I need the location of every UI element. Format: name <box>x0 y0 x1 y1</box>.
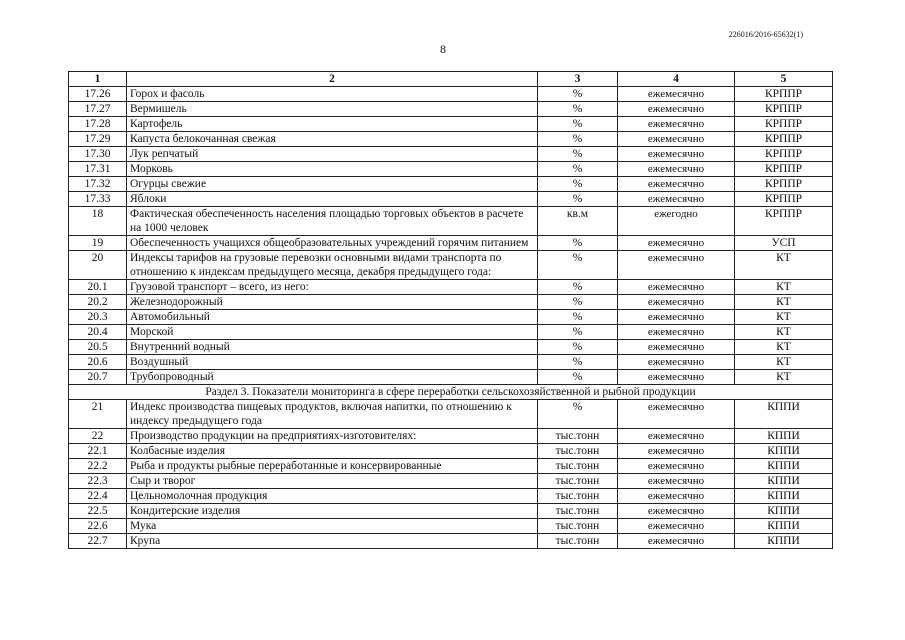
table-row <box>69 474 833 489</box>
responsible-unit: УСП <box>735 236 833 251</box>
row-number: 20.5 <box>69 340 127 355</box>
unit-of-measure: % <box>538 325 618 340</box>
unit-of-measure: % <box>538 192 618 207</box>
indicator-name: Производство продукции на предприятиях-изготовителях: <box>127 429 538 444</box>
row-number: 22.2 <box>69 459 127 474</box>
responsible-unit: КППИ <box>735 504 833 519</box>
indicator-name: Крупа <box>127 534 538 549</box>
responsible-unit: КТ <box>735 310 833 325</box>
row-number: 22.1 <box>69 444 127 459</box>
row-number: 21 <box>69 400 127 429</box>
column-header: 1 <box>69 72 127 87</box>
document-id: 226016/2016-65632(1) <box>728 30 803 39</box>
unit-of-measure: % <box>538 132 618 147</box>
column-header: 2 <box>127 72 538 87</box>
frequency: ежемесячно <box>618 310 735 325</box>
unit-of-measure: % <box>538 295 618 310</box>
row-number: 17.26 <box>69 87 127 102</box>
frequency: ежегодно <box>618 207 735 236</box>
responsible-unit: КРППР <box>735 147 833 162</box>
unit-of-measure: тыс.тонн <box>538 504 618 519</box>
unit-of-measure: % <box>538 147 618 162</box>
indicator-name: Мука <box>127 519 538 534</box>
responsible-unit: КРППР <box>735 192 833 207</box>
indicator-name: Цельномолочная продукция <box>127 489 538 504</box>
indicator-name: Железнодорожный <box>127 295 538 310</box>
indicator-name: Воздушный <box>127 355 538 370</box>
row-number: 20.3 <box>69 310 127 325</box>
table-row <box>69 504 833 519</box>
table-row <box>69 87 833 102</box>
responsible-unit: КППИ <box>735 474 833 489</box>
table-row <box>69 147 833 162</box>
unit-of-measure: % <box>538 102 618 117</box>
frequency: ежемесячно <box>618 534 735 549</box>
responsible-unit: КППИ <box>735 534 833 549</box>
unit-of-measure: % <box>538 251 618 280</box>
indicator-name: Картофель <box>127 117 538 132</box>
frequency: ежемесячно <box>618 192 735 207</box>
responsible-unit: КППИ <box>735 519 833 534</box>
indicators-table <box>68 71 833 549</box>
responsible-unit: КРППР <box>735 132 833 147</box>
unit-of-measure: кв.м <box>538 207 618 236</box>
frequency: ежемесячно <box>618 280 735 295</box>
column-header: 5 <box>735 72 833 87</box>
row-number: 17.28 <box>69 117 127 132</box>
table-row <box>69 340 833 355</box>
frequency: ежемесячно <box>618 474 735 489</box>
table-body <box>69 87 833 549</box>
frequency: ежемесячно <box>618 429 735 444</box>
frequency: ежемесячно <box>618 370 735 385</box>
unit-of-measure: % <box>538 355 618 370</box>
section-title: Раздел 3. Показатели мониторинга в сфере переработки сельскохозяйственной и рыбной продукции <box>69 385 833 400</box>
frequency: ежемесячно <box>618 162 735 177</box>
row-number: 20.6 <box>69 355 127 370</box>
indicator-name: Вермишель <box>127 102 538 117</box>
row-number: 22.4 <box>69 489 127 504</box>
frequency: ежемесячно <box>618 355 735 370</box>
responsible-unit: КРППР <box>735 117 833 132</box>
row-number: 18 <box>69 207 127 236</box>
unit-of-measure: % <box>538 117 618 132</box>
frequency: ежемесячно <box>618 177 735 192</box>
unit-of-measure: % <box>538 236 618 251</box>
indicator-name: Яблоки <box>127 192 538 207</box>
unit-of-measure: % <box>538 162 618 177</box>
frequency: ежемесячно <box>618 444 735 459</box>
indicator-name: Горох и фасоль <box>127 87 538 102</box>
unit-of-measure: % <box>538 87 618 102</box>
row-number: 17.29 <box>69 132 127 147</box>
frequency: ежемесячно <box>618 251 735 280</box>
frequency: ежемесячно <box>618 459 735 474</box>
indicator-name: Грузовой транспорт – всего, из него: <box>127 280 538 295</box>
row-number: 19 <box>69 236 127 251</box>
table-row <box>69 534 833 549</box>
row-number: 17.27 <box>69 102 127 117</box>
responsible-unit: КППИ <box>735 459 833 474</box>
indicator-name: Трубопроводный <box>127 370 538 385</box>
responsible-unit: КРППР <box>735 87 833 102</box>
indicator-name: Сыр и творог <box>127 474 538 489</box>
unit-of-measure: % <box>538 177 618 192</box>
frequency: ежемесячно <box>618 87 735 102</box>
indicator-name: Морковь <box>127 162 538 177</box>
unit-of-measure: тыс.тонн <box>538 474 618 489</box>
unit-of-measure: тыс.тонн <box>538 429 618 444</box>
responsible-unit: КТ <box>735 295 833 310</box>
indicator-name: Капуста белокочанная свежая <box>127 132 538 147</box>
frequency: ежемесячно <box>618 504 735 519</box>
row-number: 20.2 <box>69 295 127 310</box>
responsible-unit: КРППР <box>735 102 833 117</box>
unit-of-measure: % <box>538 370 618 385</box>
table-row <box>69 132 833 147</box>
indicator-name: Индексы тарифов на грузовые перевозки основными видами транспорта по отношению к индексам предыдущего месяца, декабря предыдущего года: <box>127 251 538 280</box>
responsible-unit: КППИ <box>735 489 833 504</box>
responsible-unit: КРППР <box>735 207 833 236</box>
row-number: 17.31 <box>69 162 127 177</box>
unit-of-measure: тыс.тонн <box>538 459 618 474</box>
responsible-unit: КТ <box>735 370 833 385</box>
frequency: ежемесячно <box>618 132 735 147</box>
unit-of-measure: тыс.тонн <box>538 519 618 534</box>
unit-of-measure: % <box>538 340 618 355</box>
responsible-unit: КРППР <box>735 162 833 177</box>
section-row <box>69 385 833 400</box>
table-row <box>69 251 833 280</box>
row-number: 22.5 <box>69 504 127 519</box>
row-number: 17.33 <box>69 192 127 207</box>
table-row <box>69 236 833 251</box>
responsible-unit: КТ <box>735 280 833 295</box>
row-number: 20 <box>69 251 127 280</box>
frequency: ежемесячно <box>618 519 735 534</box>
table-row <box>69 295 833 310</box>
unit-of-measure: % <box>538 310 618 325</box>
responsible-unit: КРППР <box>735 177 833 192</box>
indicator-name: Лук репчатый <box>127 147 538 162</box>
indicator-name: Колбасные изделия <box>127 444 538 459</box>
table-row <box>69 177 833 192</box>
table-row <box>69 280 833 295</box>
row-number: 20.4 <box>69 325 127 340</box>
frequency: ежемесячно <box>618 400 735 429</box>
responsible-unit: КППИ <box>735 444 833 459</box>
indicator-name: Огурцы свежие <box>127 177 538 192</box>
indicator-name: Рыба и продукты рыбные переработанные и консервированные <box>127 459 538 474</box>
indicator-name: Обеспеченность учащихся общеобразовательных учреждений горячим питанием <box>127 236 538 251</box>
table-row <box>69 207 833 236</box>
table-header-row <box>69 72 833 87</box>
table-row <box>69 355 833 370</box>
table-row <box>69 444 833 459</box>
row-number: 22.3 <box>69 474 127 489</box>
indicator-name: Внутренний водный <box>127 340 538 355</box>
responsible-unit: КППИ <box>735 429 833 444</box>
table-row <box>69 429 833 444</box>
indicator-name: Фактическая обеспеченность населения площадью торговых объектов в расчете на 1000 человек <box>127 207 538 236</box>
responsible-unit: КТ <box>735 251 833 280</box>
table-row <box>69 489 833 504</box>
table-row <box>69 162 833 177</box>
frequency: ежемесячно <box>618 117 735 132</box>
responsible-unit: КТ <box>735 325 833 340</box>
responsible-unit: КТ <box>735 355 833 370</box>
frequency: ежемесячно <box>618 236 735 251</box>
table-row <box>69 459 833 474</box>
unit-of-measure: % <box>538 280 618 295</box>
row-number: 17.30 <box>69 147 127 162</box>
frequency: ежемесячно <box>618 147 735 162</box>
table-row <box>69 117 833 132</box>
frequency: ежемесячно <box>618 340 735 355</box>
responsible-unit: КППИ <box>735 400 833 429</box>
table-row <box>69 310 833 325</box>
indicator-name: Кондитерские изделия <box>127 504 538 519</box>
table-row <box>69 519 833 534</box>
unit-of-measure: % <box>538 400 618 429</box>
table-row <box>69 370 833 385</box>
unit-of-measure: тыс.тонн <box>538 534 618 549</box>
table-row <box>69 325 833 340</box>
unit-of-measure: тыс.тонн <box>538 444 618 459</box>
table-row <box>69 400 833 429</box>
row-number: 22.6 <box>69 519 127 534</box>
unit-of-measure: тыс.тонн <box>538 489 618 504</box>
frequency: ежемесячно <box>618 325 735 340</box>
frequency: ежемесячно <box>618 295 735 310</box>
frequency: ежемесячно <box>618 102 735 117</box>
table-row <box>69 192 833 207</box>
row-number: 17.32 <box>69 177 127 192</box>
responsible-unit: КТ <box>735 340 833 355</box>
row-number: 20.1 <box>69 280 127 295</box>
row-number: 22.7 <box>69 534 127 549</box>
page-number: 8 <box>440 42 446 56</box>
indicator-name: Морской <box>127 325 538 340</box>
column-header: 4 <box>618 72 735 87</box>
indicator-name: Автомобильный <box>127 310 538 325</box>
row-number: 20.7 <box>69 370 127 385</box>
indicator-name: Индекс производства пищевых продуктов, включая напитки, по отношению к индексу предыдущего года <box>127 400 538 429</box>
frequency: ежемесячно <box>618 489 735 504</box>
column-header: 3 <box>538 72 618 87</box>
row-number: 22 <box>69 429 127 444</box>
table-row <box>69 102 833 117</box>
